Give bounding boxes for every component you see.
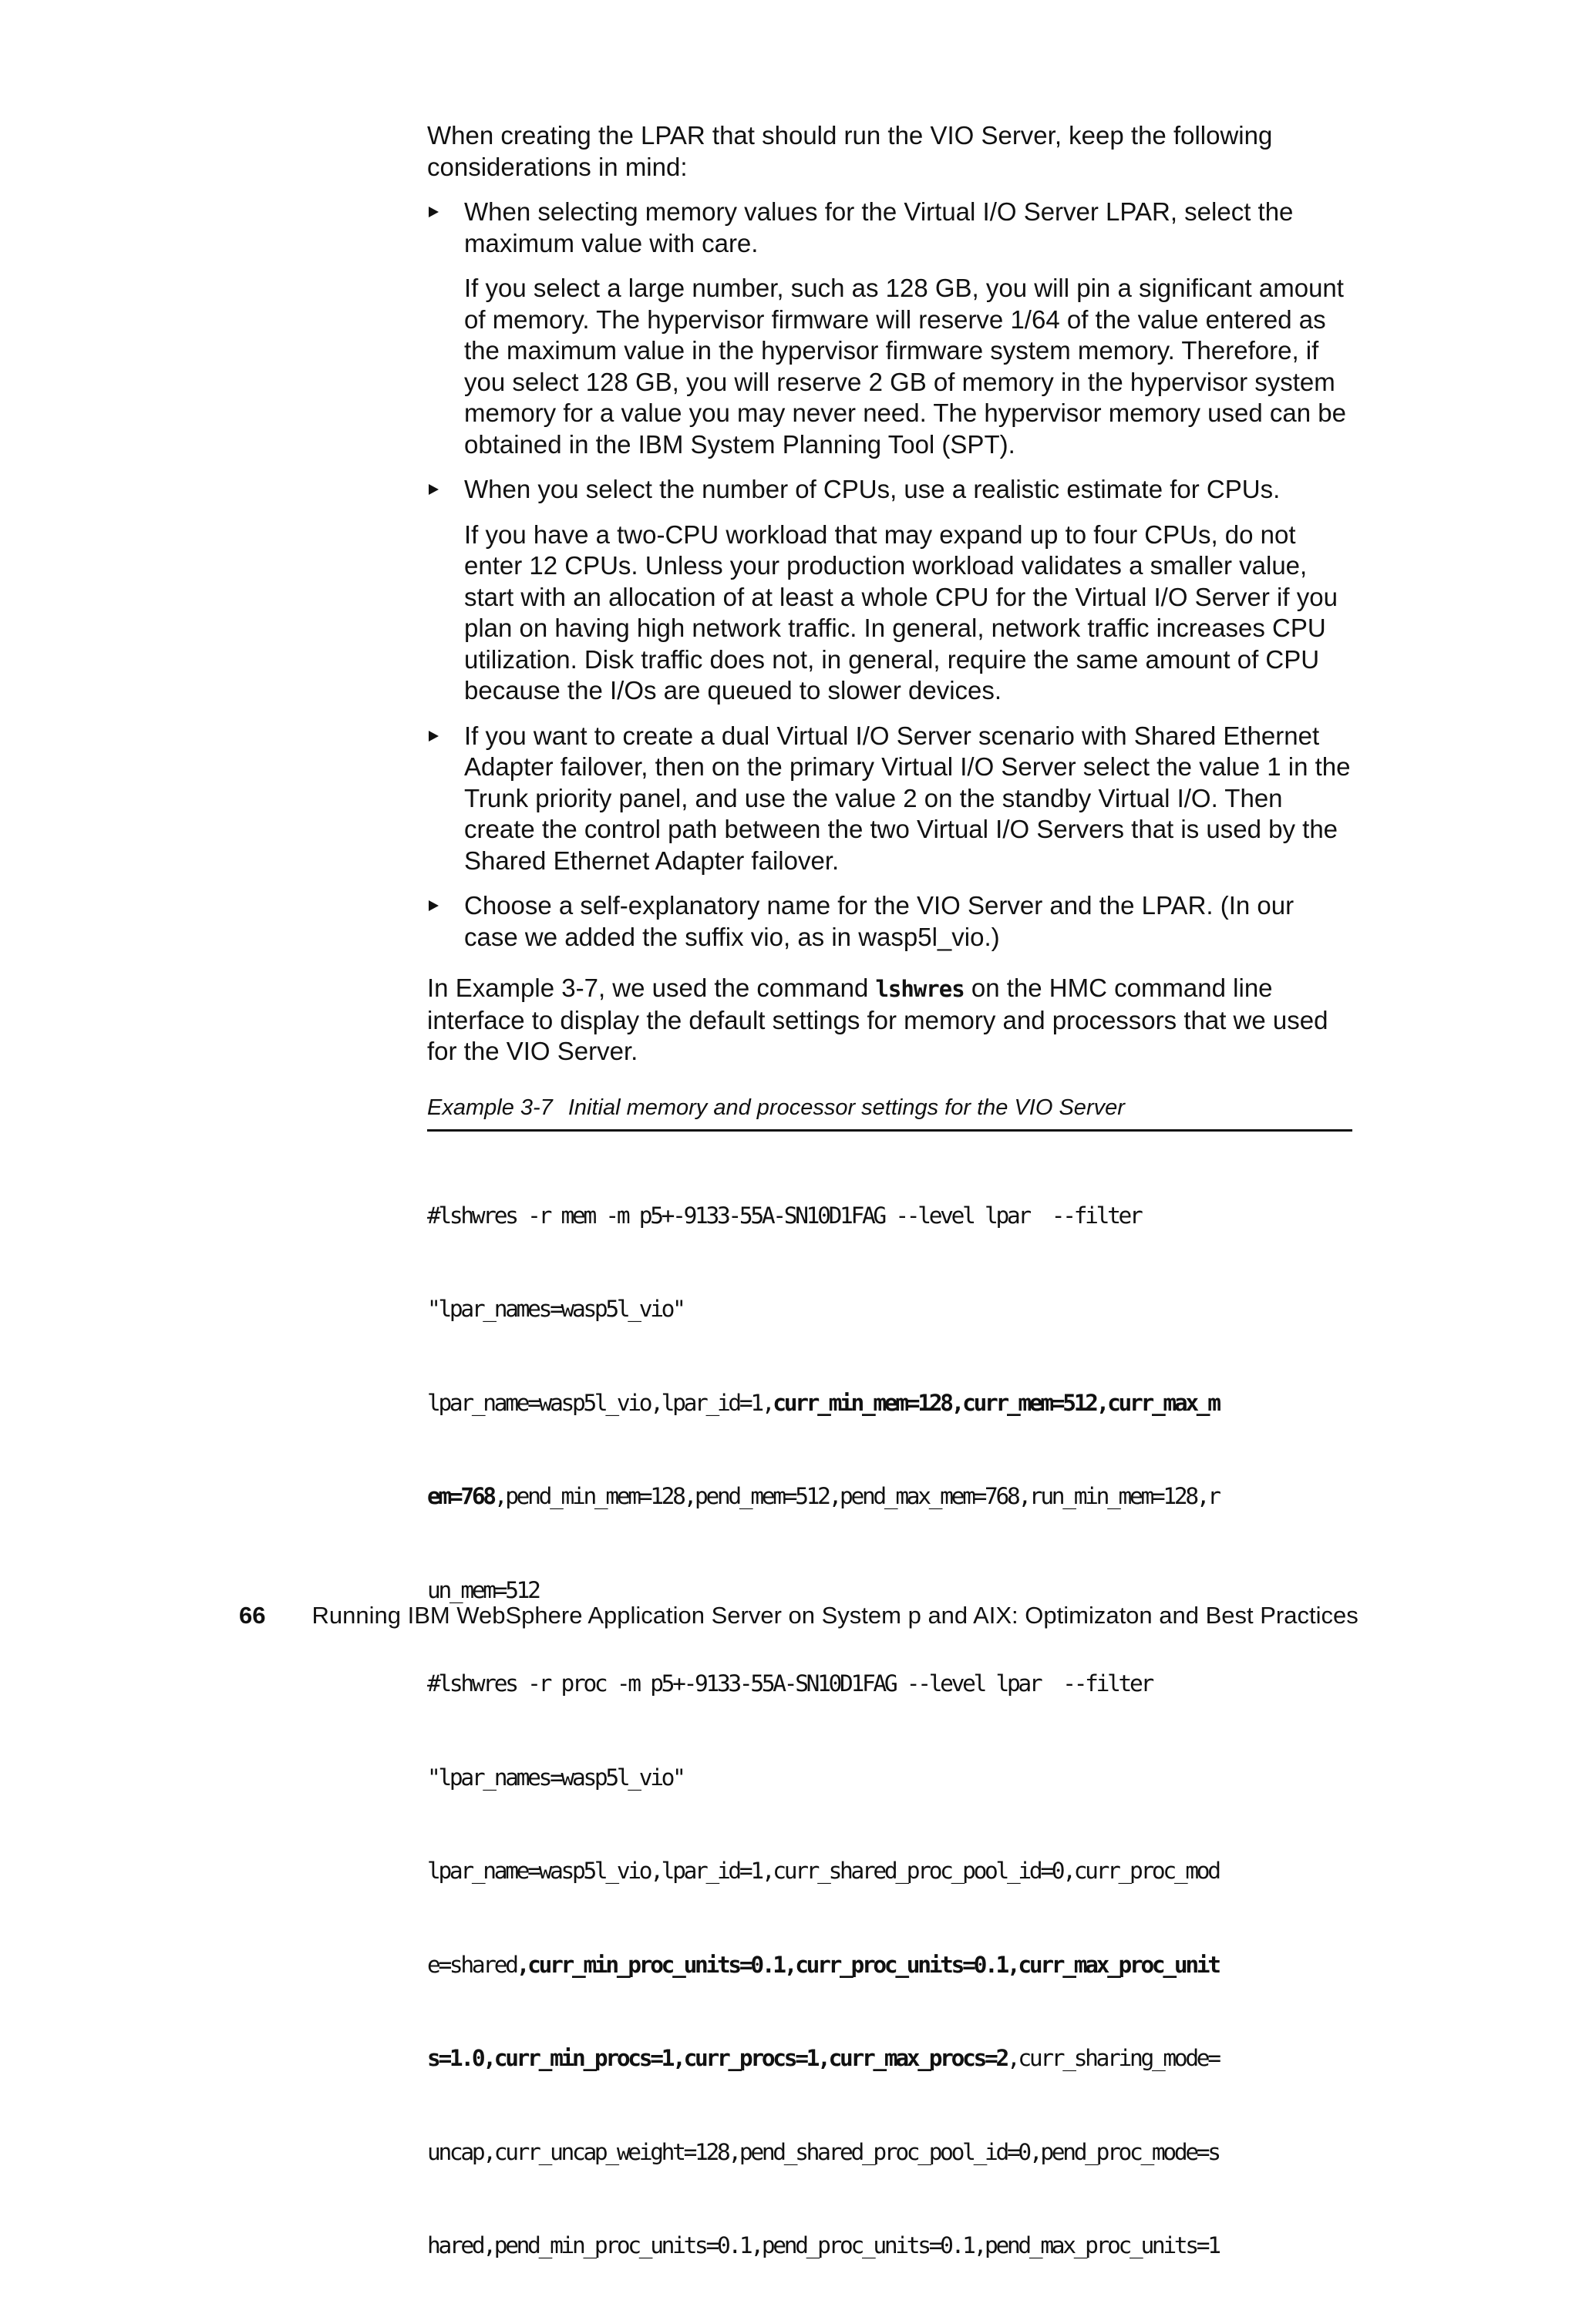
- example-intro-text: In Example 3-7, we used the command: [427, 974, 876, 1002]
- code-line: #lshwres -r proc -m p5+-9133-55A-SN10D1FAG --level lpar --filter: [427, 1670, 1152, 1697]
- caption-title: Initial memory and processor settings for the VIO Server: [567, 1095, 1125, 1120]
- code-listing: [427, 1138, 1352, 2324]
- example-intro-text-end: on the HMC command line interface to display the default settings for memory and processors that we used for the VIO Server.: [427, 974, 1328, 1065]
- code-segment: lpar_name=wasp5l_vio,lpar_id=1,: [427, 1389, 773, 1416]
- list-item: [427, 197, 1352, 460]
- list-item-detail: If you select a large number, such as 128 GB, you will pin a significant amount of memory. The hypervisor firmware will reserve 1/64 of the value entered as the maximum value in the hypervisor firmware system memory. Therefore, if you select 128 GB, you will reserve 2 GB of memory in the hypervisor system memory for a value you may never need. The hypervisor memory used can be obtained in the IBM System Planning Tool (SPT).: [464, 274, 1346, 459]
- code-segment: e=shared: [427, 1951, 517, 1978]
- code-line: lpar_name=wasp5l_vio,lpar_id=1,curr_shared_proc_pool_id=0,curr_proc_mod: [427, 1858, 1219, 1884]
- book-title: Running IBM WebSphere Application Server on System p and AIX: Optimizaton and Best Practices: [311, 1602, 1358, 1629]
- triangle-bullet-icon: [429, 900, 439, 911]
- code-line: "lpar_names=wasp5l_vio": [427, 1296, 684, 1322]
- list-item-text: When you select the number of CPUs, use a realistic estimate for CPUs.: [464, 475, 1281, 503]
- triangle-bullet-icon: [429, 207, 439, 217]
- intro-paragraph: When creating the LPAR that should run the VIO Server, keep the following considerations in mind:: [427, 121, 1273, 181]
- page-footer: [239, 1600, 1358, 1631]
- list-item: [427, 890, 1352, 953]
- code-highlight: em=768: [427, 1483, 494, 1509]
- list-item-detail: If you have a two-CPU workload that may expand up to four CPUs, do not enter 12 CPUs. Unless your production workload validates a smaller value, start with an allocation of at least a whole CPU for the Virtual I/O Server if you plan on having high network traffic. In general, network traffic increases CPU utilization. Disk traffic does not, in general, require the same amount of CPU because the I/Os are queued to slower devices.: [464, 520, 1338, 705]
- code-highlight: s=1.0,curr_min_procs=1,curr_procs=1,curr_max_procs=2: [427, 2045, 1007, 2071]
- code-line: #lshwres -r mem -m p5+-9133-55A-SN10D1FAG --level lpar --filter: [427, 1202, 1141, 1229]
- code-line: hared,pend_min_proc_units=0.1,pend_proc_units=0.1,pend_max_proc_units=1: [427, 2232, 1219, 2258]
- code-line: un_mem=512: [427, 1576, 539, 1603]
- triangle-bullet-icon: [429, 484, 439, 495]
- list-item-text: When selecting memory values for the Virtual I/O Server LPAR, select the maximum value with care.: [464, 197, 1294, 257]
- code-line: [427, 2043, 1352, 2074]
- triangle-bullet-icon: [429, 731, 439, 742]
- code-line: [427, 1481, 1352, 1512]
- list-item-text: If you want to create a dual Virtual I/O Server scenario with Shared Ethernet Adapter failover, then on the primary Virtual I/O Server select the value 1 in the Trunk priority panel, and use the value 2 on the standby Virtual I/O. Then create the control path between the two Virtual I/O Servers that is used by the Shared Ethernet Adapter failover.: [464, 721, 1351, 875]
- inline-command: lshwres: [875, 976, 965, 1002]
- considerations-list: [427, 197, 1352, 953]
- example-intro-paragraph: [427, 973, 1352, 1068]
- page-content: [427, 120, 1352, 2324]
- code-highlight: curr_min_mem=128,curr_mem=512,curr_max_m: [773, 1389, 1219, 1416]
- example-caption: [427, 1094, 1352, 1132]
- code-highlight: ,curr_min_proc_units=0.1,curr_proc_units=0.1,curr_max_proc_unit: [516, 1951, 1219, 1978]
- list-item: [427, 474, 1352, 707]
- list-item-text: Choose a self-explanatory name for the VIO Server and the LPAR. (In our case we added the suffix vio, as in wasp5l_vio.): [464, 891, 1295, 951]
- code-line: "lpar_names=wasp5l_vio": [427, 1764, 684, 1791]
- code-segment: ,curr_sharing_mode=: [1006, 2045, 1219, 2071]
- list-item: [427, 721, 1352, 877]
- page-number: 66: [239, 1602, 266, 1629]
- caption-label: Example 3-7: [427, 1095, 553, 1120]
- code-line: [427, 1387, 1352, 1419]
- code-line: uncap,curr_uncap_weight=128,pend_shared_proc_pool_id=0,pend_proc_mode=s: [427, 2138, 1219, 2165]
- code-line: [427, 1949, 1352, 1981]
- code-segment: ,pend_min_mem=128,pend_mem=512,pend_max_mem=768,run_min_mem=128,r: [493, 1483, 1219, 1509]
